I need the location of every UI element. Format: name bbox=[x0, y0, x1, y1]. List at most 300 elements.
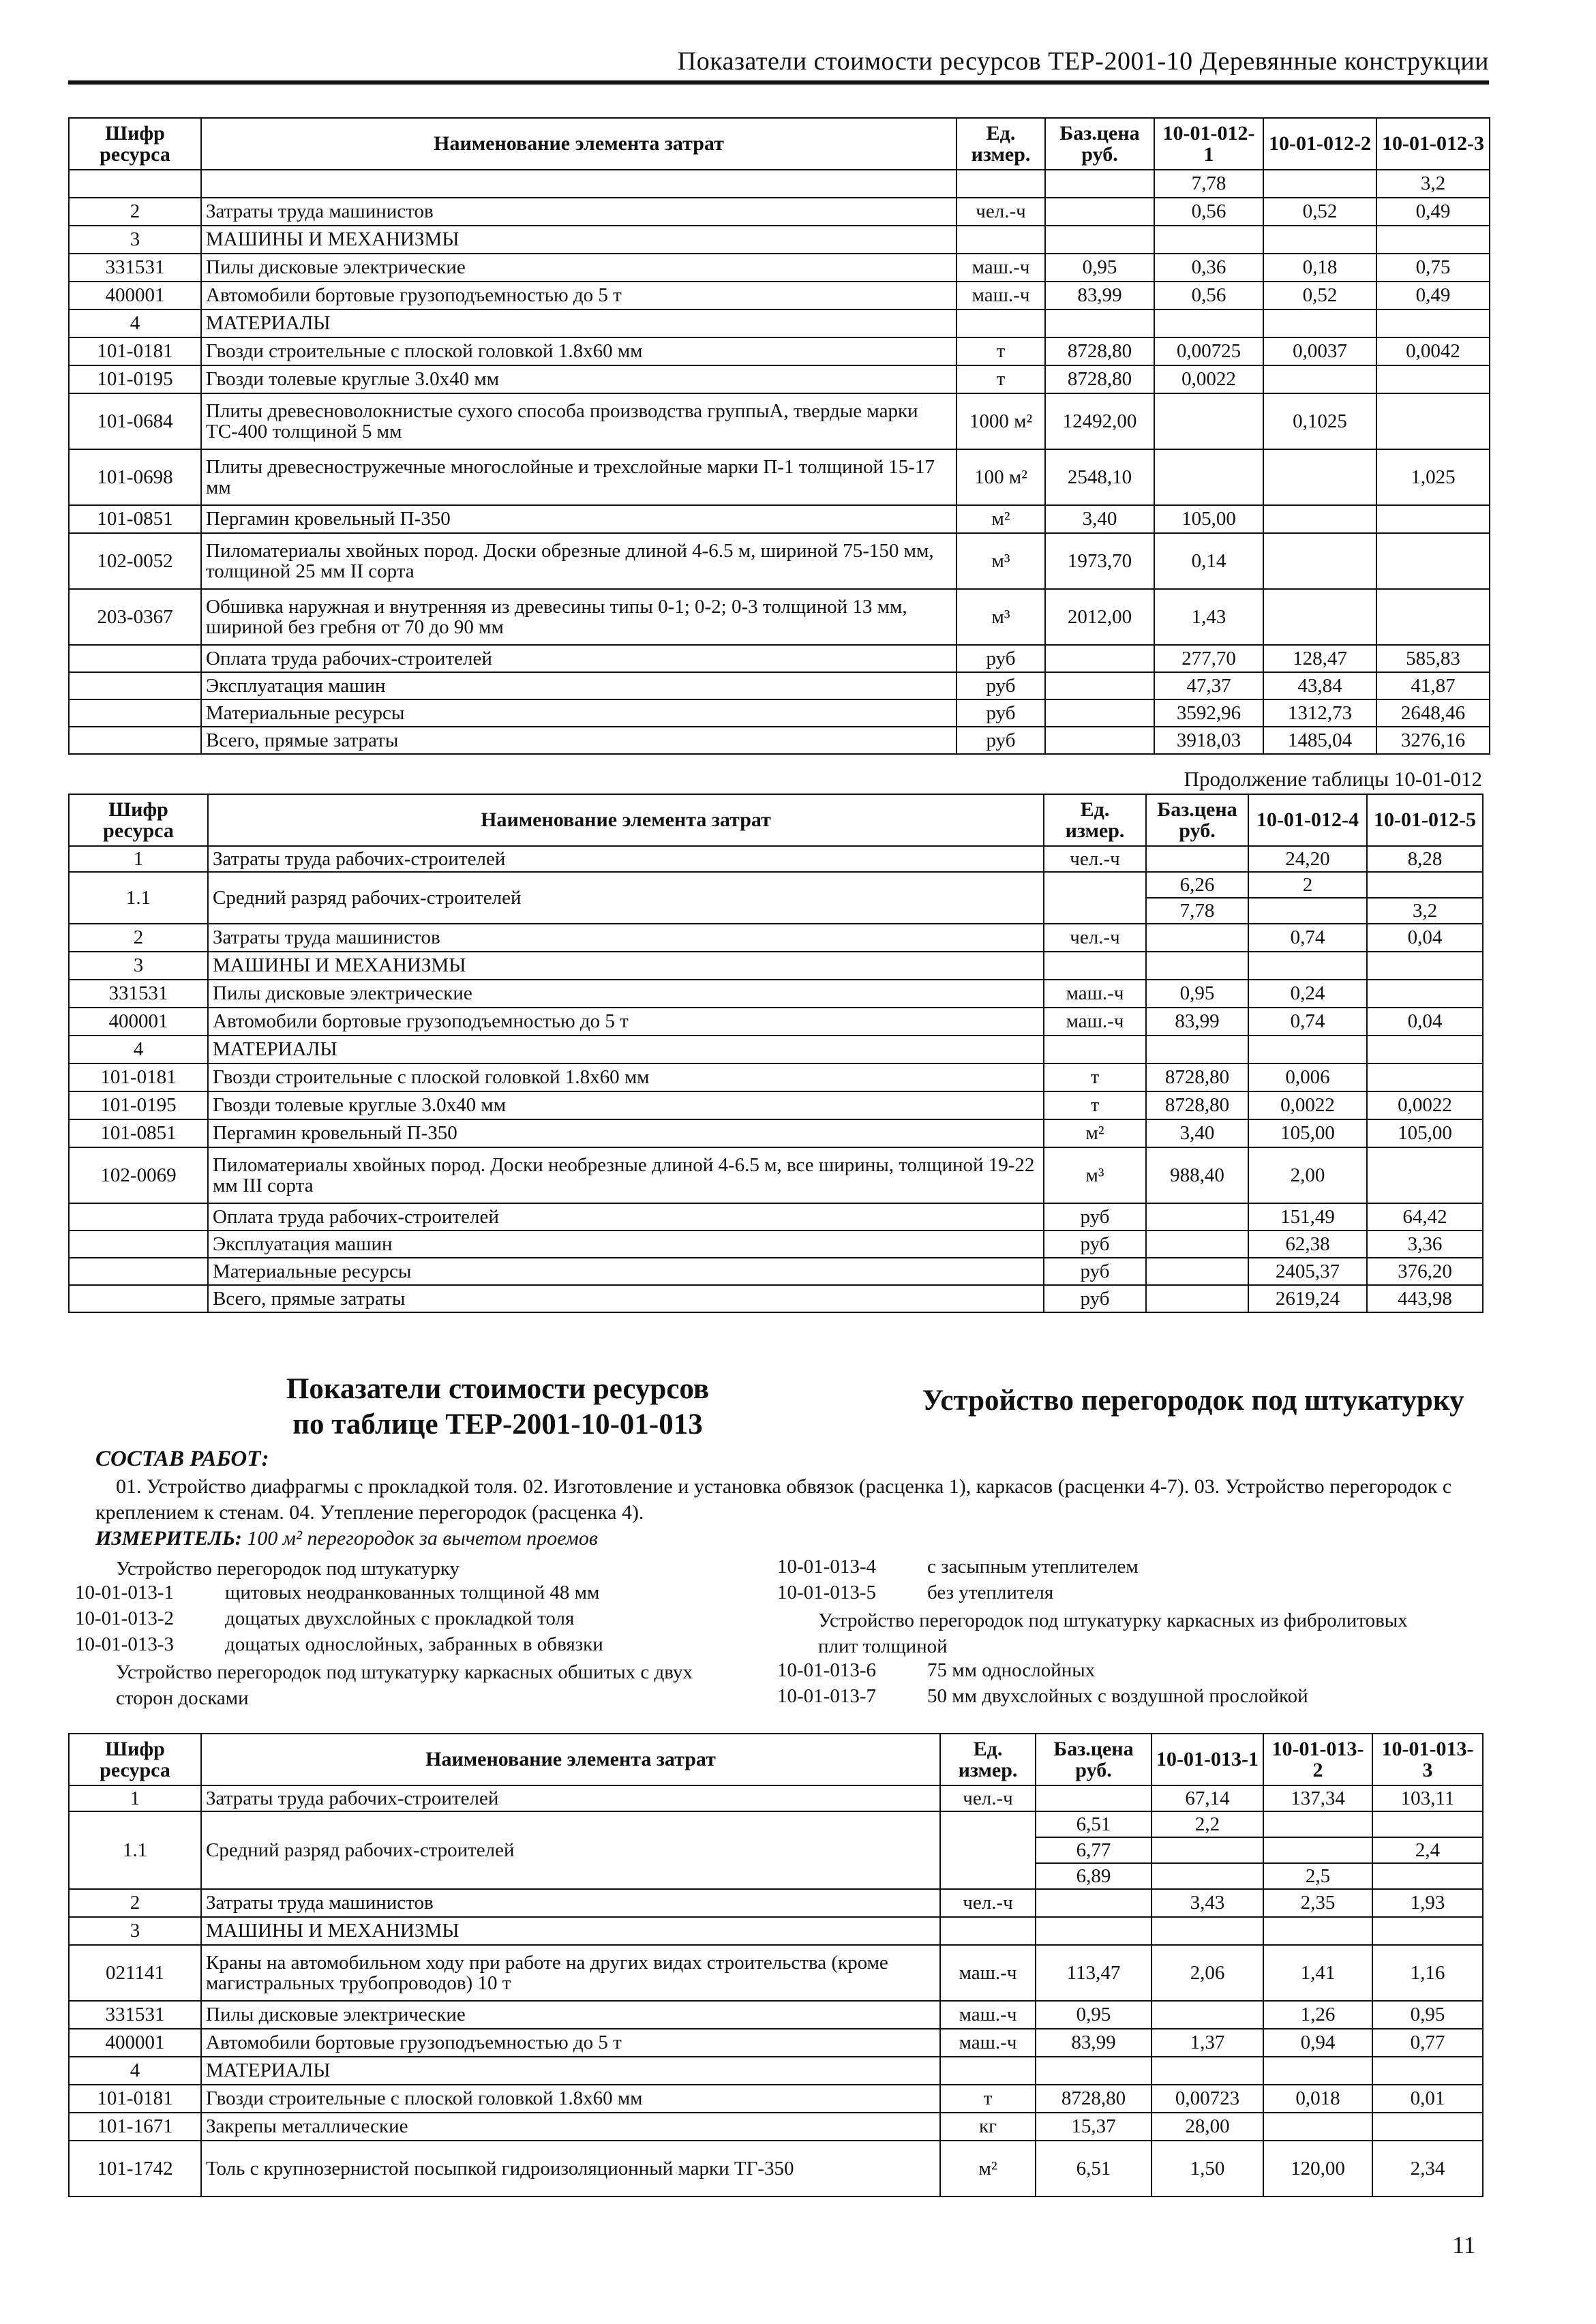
table-row bbox=[69, 1008, 1483, 1036]
cell-value: 2,06 bbox=[1151, 1945, 1263, 2001]
cell-empty bbox=[1146, 1285, 1248, 1312]
cell-value: 0,94 bbox=[1263, 2029, 1372, 2057]
table-row bbox=[69, 198, 1490, 226]
cell-value: 0,006 bbox=[1248, 1063, 1367, 1091]
cell-name: Обшивка наружная и внутренняя из древесины типы 0-1; 0-2; 0-3 толщиной 13 мм, шириной без гребня от 70 до 90 мм bbox=[201, 589, 957, 645]
cell-value: 6,77 bbox=[1036, 1837, 1151, 1863]
cell-value: 1,16 bbox=[1372, 1945, 1483, 2001]
cell-value: м² bbox=[1044, 1119, 1146, 1147]
continuation-label: Продолжение таблицы 10-01-012 bbox=[1184, 767, 1482, 791]
totals-value: 443,98 bbox=[1367, 1285, 1483, 1312]
cell-value bbox=[1376, 505, 1490, 533]
table-row bbox=[69, 2001, 1483, 2029]
cell-value: 8728,80 bbox=[1036, 2085, 1151, 2113]
cell-value bbox=[1248, 952, 1367, 980]
meter-label: ИЗМЕРИТЕЛЬ: bbox=[95, 1527, 242, 1550]
totals-label: Материальные ресурсы bbox=[208, 1258, 1044, 1285]
section-title-line2: по таблице ТЕР-2001-10-01-013 bbox=[292, 1408, 703, 1440]
cell-name: Гвозди строительные с плоской головкой 1.8x60 мм bbox=[201, 2085, 940, 2113]
col-b-header: 10-01-012-2 bbox=[1263, 118, 1376, 170]
cell-value: 6,51 bbox=[1036, 2141, 1151, 2197]
col-unit-header: Ед. измер. bbox=[1044, 794, 1146, 846]
cell-value: 3,40 bbox=[1146, 1119, 1248, 1147]
cell-value: 0,36 bbox=[1154, 254, 1263, 282]
cell-value: т bbox=[1044, 1091, 1146, 1119]
totals-value: 3,36 bbox=[1367, 1231, 1483, 1258]
totals-value: 1312,73 bbox=[1263, 699, 1376, 727]
table-header bbox=[69, 1734, 1483, 1785]
cell-value bbox=[1151, 2057, 1263, 2085]
col-name-header: Наименование элемента затрат bbox=[201, 1734, 940, 1785]
cell-name: МАТЕРИАЛЫ bbox=[208, 1036, 1044, 1063]
cell-value: 0,52 bbox=[1263, 198, 1376, 226]
totals-row bbox=[69, 1285, 1483, 1312]
cell-name: Автомобили бортовые грузоподъемностью до 5 т bbox=[208, 1008, 1044, 1036]
totals-row bbox=[69, 1258, 1483, 1285]
cell-code: 1.1 bbox=[69, 872, 208, 924]
totals-label: Материальные ресурсы bbox=[201, 699, 957, 727]
totals-value: 1485,04 bbox=[1263, 727, 1376, 754]
cell-value: 101-0195 bbox=[69, 1091, 208, 1119]
cell-value: 3,43 bbox=[1151, 1889, 1263, 1917]
table-row bbox=[69, 365, 1490, 393]
cell-code: 1.1 bbox=[69, 1811, 201, 1889]
cell-value: 1,37 bbox=[1151, 2029, 1263, 2057]
table-row bbox=[69, 393, 1490, 449]
cell-value: 2,2 bbox=[1151, 1811, 1263, 1837]
table-row bbox=[69, 1119, 1483, 1147]
cell-value: 3,40 bbox=[1045, 505, 1154, 533]
table-row bbox=[69, 449, 1490, 505]
cell-empty bbox=[69, 727, 201, 754]
totals-value: 43,84 bbox=[1263, 672, 1376, 699]
cell-value: 101-0698 bbox=[69, 449, 201, 505]
cell-value: 1000 м² bbox=[957, 393, 1045, 449]
cell-value bbox=[1376, 365, 1490, 393]
totals-unit: руб bbox=[957, 672, 1045, 699]
cell-name: Гвозди строительные с плоской головкой 1.8x60 мм bbox=[208, 1063, 1044, 1091]
cell-value: т bbox=[940, 2085, 1036, 2113]
cell-value: 3 bbox=[69, 952, 208, 980]
cell-name: Гвозди толевые круглые 3.0x40 мм bbox=[201, 365, 957, 393]
table-row bbox=[69, 533, 1490, 589]
table-row bbox=[69, 846, 1483, 872]
cell-value: 102-0069 bbox=[69, 1147, 208, 1203]
cell-value: 400001 bbox=[69, 2029, 201, 2057]
totals-value: 277,70 bbox=[1154, 645, 1263, 672]
variant-heading: Устройство перегородок под штукатурку каркасных из фибролитовых плит толщиной bbox=[818, 1610, 1408, 1657]
cell-name: Плиты древесноволокнистые сухого способа производства группыА, твердые марки ТС-400 толщиной 5 мм bbox=[201, 393, 957, 449]
cell-value: 67,14 bbox=[1151, 1785, 1263, 1811]
cell-value: 101-0181 bbox=[69, 337, 201, 365]
cell-value: 0,04 bbox=[1367, 924, 1483, 952]
totals-value: 41,87 bbox=[1376, 672, 1490, 699]
cell-value: 2548,10 bbox=[1045, 449, 1154, 505]
table-row bbox=[69, 1811, 1483, 1837]
table-row bbox=[69, 2057, 1483, 2085]
cell-value bbox=[1263, 365, 1376, 393]
cell-value: 0,18 bbox=[1263, 254, 1376, 282]
cell-value: 2 bbox=[69, 1889, 201, 1917]
variant-code: 10-01-013-3 bbox=[75, 1633, 174, 1655]
cell-value: 2,35 bbox=[1263, 1889, 1372, 1917]
cell-name: Средний разряд рабочих-строителей bbox=[208, 872, 1044, 924]
cell-name: Плиты древесностружечные многослойные и трехслойные марки П-1 толщиной 15-17 мм bbox=[201, 449, 957, 505]
variant-code: 10-01-013-2 bbox=[75, 1608, 174, 1629]
cell-value: чел.-ч bbox=[940, 1785, 1036, 1811]
cell-value: маш.-ч bbox=[1044, 1008, 1146, 1036]
cell-empty bbox=[1146, 1258, 1248, 1285]
cell-value bbox=[1263, 2113, 1372, 2141]
cell-value: 12492,00 bbox=[1045, 393, 1154, 449]
cell-value: т bbox=[1044, 1063, 1146, 1091]
col-code-header: Шифр ресурса bbox=[69, 794, 208, 846]
cell-value: маш.-ч bbox=[1044, 980, 1146, 1008]
table-row bbox=[69, 872, 1483, 898]
variant-code: 10-01-013-4 bbox=[777, 1556, 876, 1578]
totals-value: 3918,03 bbox=[1154, 727, 1263, 754]
cell-value bbox=[1372, 2113, 1483, 2141]
cell-value: 2,34 bbox=[1372, 2141, 1483, 2197]
cell-name: Автомобили бортовые грузоподъемностью до 5 т bbox=[201, 2029, 940, 2057]
cell-value: 8728,80 bbox=[1146, 1063, 1248, 1091]
cell-name: Затраты труда рабочих-строителей bbox=[201, 1785, 940, 1811]
cell-value: маш.-ч bbox=[940, 2029, 1036, 2057]
totals-row bbox=[69, 1203, 1483, 1231]
totals-label: Оплата труда рабочих-строителей bbox=[201, 645, 957, 672]
cell-empty bbox=[69, 699, 201, 727]
cell-empty bbox=[1146, 1231, 1248, 1258]
totals-value: 62,38 bbox=[1248, 1231, 1367, 1258]
cell-value: 2,00 bbox=[1248, 1147, 1367, 1203]
totals-label: Всего, прямые затраты bbox=[201, 727, 957, 754]
cell-value: кг bbox=[940, 2113, 1036, 2141]
totals-unit: руб bbox=[957, 699, 1045, 727]
cell-value: 103,11 bbox=[1372, 1785, 1483, 1811]
col-name-header: Наименование элемента затрат bbox=[201, 118, 957, 170]
works-label: СОСТАВ РАБОТ: bbox=[95, 1447, 269, 1471]
cell-value: 3,2 bbox=[1376, 170, 1490, 198]
cell-value: 0,14 bbox=[1154, 533, 1263, 589]
cell-value bbox=[1372, 2057, 1483, 2085]
cell-value: 021141 bbox=[69, 1945, 201, 2001]
cell-value: м³ bbox=[957, 589, 1045, 645]
cell-value bbox=[1044, 1036, 1146, 1063]
cell-name: МАТЕРИАЛЫ bbox=[201, 310, 957, 337]
cell-value: 6,26 bbox=[1146, 872, 1248, 898]
cell-value bbox=[1372, 1863, 1483, 1889]
cell-value bbox=[1045, 310, 1154, 337]
cell-value: 0,74 bbox=[1248, 924, 1367, 952]
col-unit-header: Ед. измер. bbox=[940, 1734, 1036, 1785]
cell-value: 4 bbox=[69, 1036, 208, 1063]
cell-value: 101-0181 bbox=[69, 2085, 201, 2113]
cell-value: маш.-ч bbox=[957, 254, 1045, 282]
cell-value bbox=[1263, 533, 1376, 589]
variant-heading: Устройство перегородок под штукатурку bbox=[116, 1558, 460, 1580]
cell-value bbox=[1376, 226, 1490, 254]
table-row bbox=[69, 310, 1490, 337]
cell-name: Пиломатериалы хвойных пород. Доски необрезные длиной 4-6.5 м, все ширины, толщиной 19-22 мм III сорта bbox=[208, 1147, 1044, 1203]
cell-empty bbox=[69, 1231, 208, 1258]
cell-value: 15,37 bbox=[1036, 2113, 1151, 2141]
cell-value bbox=[1367, 1063, 1483, 1091]
totals-value: 2619,24 bbox=[1248, 1285, 1367, 1312]
cell-value bbox=[1263, 1811, 1372, 1837]
cell-value: 100 м² bbox=[957, 449, 1045, 505]
cell-name: МАТЕРИАЛЫ bbox=[201, 2057, 940, 2085]
table-row bbox=[69, 980, 1483, 1008]
totals-unit: руб bbox=[957, 727, 1045, 754]
cell-value: 0,74 bbox=[1248, 1008, 1367, 1036]
totals-value: 376,20 bbox=[1367, 1258, 1483, 1285]
table-row bbox=[69, 1889, 1483, 1917]
variant-code: 10-01-013-5 bbox=[777, 1582, 876, 1603]
cell-empty bbox=[69, 1285, 208, 1312]
cell-value bbox=[1367, 1147, 1483, 1203]
cell-value: 400001 bbox=[69, 1008, 208, 1036]
cell-value: 8,28 bbox=[1367, 846, 1483, 872]
cell-value: 0,0037 bbox=[1263, 337, 1376, 365]
cell-value: чел.-ч bbox=[940, 1889, 1036, 1917]
cell-value: 0,56 bbox=[1154, 282, 1263, 310]
cell-value bbox=[1151, 1917, 1263, 1945]
cell-value: 105,00 bbox=[1154, 505, 1263, 533]
cell-name: Гвозди толевые круглые 3.0x40 мм bbox=[208, 1091, 1044, 1119]
table-row bbox=[69, 1917, 1483, 1945]
cell-value: 2 bbox=[69, 198, 201, 226]
cell-value: маш.-ч bbox=[940, 2001, 1036, 2029]
table-header bbox=[69, 118, 1490, 170]
cell-name: Затраты труда машинистов bbox=[201, 1889, 940, 1917]
cell-value: маш.-ч bbox=[957, 282, 1045, 310]
cell-value: 113,47 bbox=[1036, 1945, 1151, 2001]
cell-value: 8728,80 bbox=[1146, 1091, 1248, 1119]
cell-value: чел.-ч bbox=[1044, 924, 1146, 952]
totals-unit: руб bbox=[1044, 1203, 1146, 1231]
cell-value bbox=[957, 226, 1045, 254]
table-row bbox=[69, 1785, 1483, 1811]
cell-value bbox=[1372, 1917, 1483, 1945]
cell-name: Автомобили бортовые грузоподъемностью до 5 т bbox=[201, 282, 957, 310]
totals-value: 128,47 bbox=[1263, 645, 1376, 672]
cell-empty bbox=[69, 672, 201, 699]
cell-name: Затраты труда машинистов bbox=[201, 198, 957, 226]
cell-value bbox=[1154, 449, 1263, 505]
variant-text: щитовых неодранкованных толщиной 48 мм bbox=[225, 1582, 600, 1603]
cell-name: Пилы дисковые электрические bbox=[201, 2001, 940, 2029]
col-a-header: 10-01-012-1 bbox=[1154, 118, 1263, 170]
cell-value bbox=[957, 310, 1045, 337]
cell-value: 105,00 bbox=[1367, 1119, 1483, 1147]
cell-value: маш.-ч bbox=[940, 1945, 1036, 2001]
table-row bbox=[69, 2113, 1483, 2141]
cell-value bbox=[1154, 310, 1263, 337]
cell-value bbox=[1036, 1917, 1151, 1945]
cell-name: Пергамин кровельный П-350 bbox=[208, 1119, 1044, 1147]
cell-value: 0,1025 bbox=[1263, 393, 1376, 449]
cell-value: 0,95 bbox=[1036, 2001, 1151, 2029]
cell-value bbox=[69, 170, 201, 198]
cell-name: Краны на автомобильном ходу при работе на других видах строительства (кроме магистральных трубопроводов) 10 т bbox=[201, 1945, 940, 2001]
cell-value: 101-0851 bbox=[69, 505, 201, 533]
totals-value: 2405,37 bbox=[1248, 1258, 1367, 1285]
cell-value: м³ bbox=[957, 533, 1045, 589]
totals-value: 151,49 bbox=[1248, 1203, 1367, 1231]
cell-value bbox=[1376, 310, 1490, 337]
table-row bbox=[69, 170, 1490, 198]
variant-text: 75 мм однослойных bbox=[927, 1659, 1096, 1681]
cell-value: т bbox=[957, 337, 1045, 365]
cell-value: 24,20 bbox=[1248, 846, 1367, 872]
totals-row bbox=[69, 699, 1490, 727]
table-row bbox=[69, 589, 1490, 645]
cell-value: 0,018 bbox=[1263, 2085, 1372, 2113]
cell-value bbox=[1367, 980, 1483, 1008]
col-c-header: 10-01-013-3 bbox=[1372, 1734, 1483, 1785]
cell-name: Пиломатериалы хвойных пород. Доски обрезные длиной 4-6.5 м, шириной 75-150 мм, толщиной 25 мм II сорта bbox=[201, 533, 957, 589]
cell-value: 28,00 bbox=[1151, 2113, 1263, 2141]
cell-value: 3 bbox=[69, 1917, 201, 1945]
cell-value bbox=[1263, 226, 1376, 254]
cell-empty bbox=[1044, 872, 1146, 924]
cell-value: 0,95 bbox=[1146, 980, 1248, 1008]
table-row bbox=[69, 226, 1490, 254]
cell-value: 331531 bbox=[69, 980, 208, 1008]
variant-text: дощатых однослойных, забранных в обвязки bbox=[225, 1633, 603, 1655]
cell-value: 0,04 bbox=[1367, 1008, 1483, 1036]
works-description: 01. Устройство диафрагмы с прокладкой толя. 02. Изготовление и установка обвязок (расценка 1), каркасов (расценки 4-7). 03. Устройство перегородок с креплением к стенам. 04. Утепление перегородок (расценка 4). bbox=[95, 1475, 1452, 1524]
cell-value bbox=[957, 170, 1045, 198]
cell-value: м³ bbox=[1044, 1147, 1146, 1203]
cell-value: 83,99 bbox=[1045, 282, 1154, 310]
cell-value: 988,40 bbox=[1146, 1147, 1248, 1203]
cell-value bbox=[1036, 1889, 1151, 1917]
cell-value: 0,01 bbox=[1372, 2085, 1483, 2113]
totals-row bbox=[69, 645, 1490, 672]
cell-value: 2 bbox=[1248, 872, 1367, 898]
table-row bbox=[69, 1063, 1483, 1091]
variant-text: с засыпным утеплителем bbox=[927, 1556, 1139, 1578]
cell-value bbox=[1263, 589, 1376, 645]
totals-unit: руб bbox=[1044, 1231, 1146, 1258]
cell-value bbox=[1045, 198, 1154, 226]
totals-unit: руб bbox=[1044, 1258, 1146, 1285]
cell-value: 1,26 bbox=[1263, 2001, 1372, 2029]
cell-value: 203-0367 bbox=[69, 589, 201, 645]
table-row bbox=[69, 505, 1490, 533]
totals-value: 3276,16 bbox=[1376, 727, 1490, 754]
totals-label: Эксплуатация машин bbox=[208, 1231, 1044, 1258]
cell-name: Затраты труда рабочих-строителей bbox=[208, 846, 1044, 872]
totals-label: Всего, прямые затраты bbox=[208, 1285, 1044, 1312]
cell-value: 3,2 bbox=[1367, 898, 1483, 924]
cell-value bbox=[1154, 393, 1263, 449]
totals-value: 3592,96 bbox=[1154, 699, 1263, 727]
cell-value: 101-0851 bbox=[69, 1119, 208, 1147]
totals-label: Эксплуатация машин bbox=[201, 672, 957, 699]
cell-value: 4 bbox=[69, 310, 201, 337]
section-title-line1: Показатели стоимости ресурсов bbox=[286, 1373, 710, 1405]
cell-value bbox=[1151, 1863, 1263, 1889]
cell-value bbox=[1376, 533, 1490, 589]
totals-unit: руб bbox=[1044, 1285, 1146, 1312]
cell-value: 0,0022 bbox=[1248, 1091, 1367, 1119]
cell-value bbox=[1151, 2001, 1263, 2029]
cell-value: 0,95 bbox=[1372, 2001, 1483, 2029]
cell-value: 0,75 bbox=[1376, 254, 1490, 282]
cell-value: 1,93 bbox=[1372, 1889, 1483, 1917]
cell-value: 6,51 bbox=[1036, 1811, 1151, 1837]
cell-value: 2,5 bbox=[1263, 1863, 1372, 1889]
page-number: 11 bbox=[1452, 2231, 1476, 2259]
cell-value: 0,49 bbox=[1376, 282, 1490, 310]
cell-value bbox=[1263, 310, 1376, 337]
cell-value: 8728,80 bbox=[1045, 365, 1154, 393]
meter-value: 100 м² перегородок за вычетом проемов bbox=[247, 1527, 598, 1550]
table-row bbox=[69, 952, 1483, 980]
cell-value: 101-1671 bbox=[69, 2113, 201, 2141]
cell-name: Затраты труда машинистов bbox=[208, 924, 1044, 952]
cell-value: 0,95 bbox=[1045, 254, 1154, 282]
section-title bbox=[259, 1372, 736, 1442]
cell-value: 2 bbox=[69, 924, 208, 952]
cell-value bbox=[1376, 393, 1490, 449]
cell-value bbox=[940, 2057, 1036, 2085]
cell-value bbox=[1146, 846, 1248, 872]
cell-value: м² bbox=[940, 2141, 1036, 2197]
cell-value bbox=[1367, 952, 1483, 980]
variant-text: без утеплителя bbox=[927, 1582, 1054, 1603]
cell-name: МАШИНЫ И МЕХАНИЗМЫ bbox=[208, 952, 1044, 980]
cell-value: 0,00723 bbox=[1151, 2085, 1263, 2113]
cell-value bbox=[1036, 2057, 1151, 2085]
cell-name: Средний разряд рабочих-строителей bbox=[201, 1811, 940, 1889]
table-row bbox=[69, 1036, 1483, 1063]
cell-value bbox=[1044, 952, 1146, 980]
cell-value bbox=[1263, 505, 1376, 533]
cell-empty bbox=[69, 1203, 208, 1231]
totals-label: Оплата труда рабочих-строителей bbox=[208, 1203, 1044, 1231]
cell-value bbox=[1263, 1837, 1372, 1863]
table-10-01-013 bbox=[68, 1733, 1484, 2197]
col-price-header: Баз.цена руб. bbox=[1045, 118, 1154, 170]
col-unit-header: Ед. измер. bbox=[957, 118, 1045, 170]
totals-row bbox=[69, 727, 1490, 754]
cell-value bbox=[1036, 1785, 1151, 1811]
cell-value bbox=[1146, 1036, 1248, 1063]
col-a-header: 10-01-013-1 bbox=[1151, 1734, 1263, 1785]
variant-code: 10-01-013-1 bbox=[75, 1582, 174, 1603]
cell-value bbox=[1045, 226, 1154, 254]
cell-value bbox=[1263, 1917, 1372, 1945]
table-row bbox=[69, 924, 1483, 952]
cell-empty bbox=[1045, 727, 1154, 754]
table-row bbox=[69, 1091, 1483, 1119]
cell-name bbox=[201, 170, 957, 198]
table-row bbox=[69, 254, 1490, 282]
variant-text: 50 мм двухслойных с воздушной прослойкой bbox=[927, 1685, 1308, 1707]
cell-value: 1,41 bbox=[1263, 1945, 1372, 2001]
totals-value: 47,37 bbox=[1154, 672, 1263, 699]
meter-line bbox=[95, 1527, 598, 1550]
cell-value bbox=[1154, 226, 1263, 254]
col-b-header: 10-01-012-5 bbox=[1367, 794, 1483, 846]
cell-value: 120,00 bbox=[1263, 2141, 1372, 2197]
totals-row bbox=[69, 672, 1490, 699]
variant-text: дощатых двухслойных с прокладкой толя bbox=[225, 1608, 575, 1629]
cell-value: чел.-ч bbox=[1044, 846, 1146, 872]
